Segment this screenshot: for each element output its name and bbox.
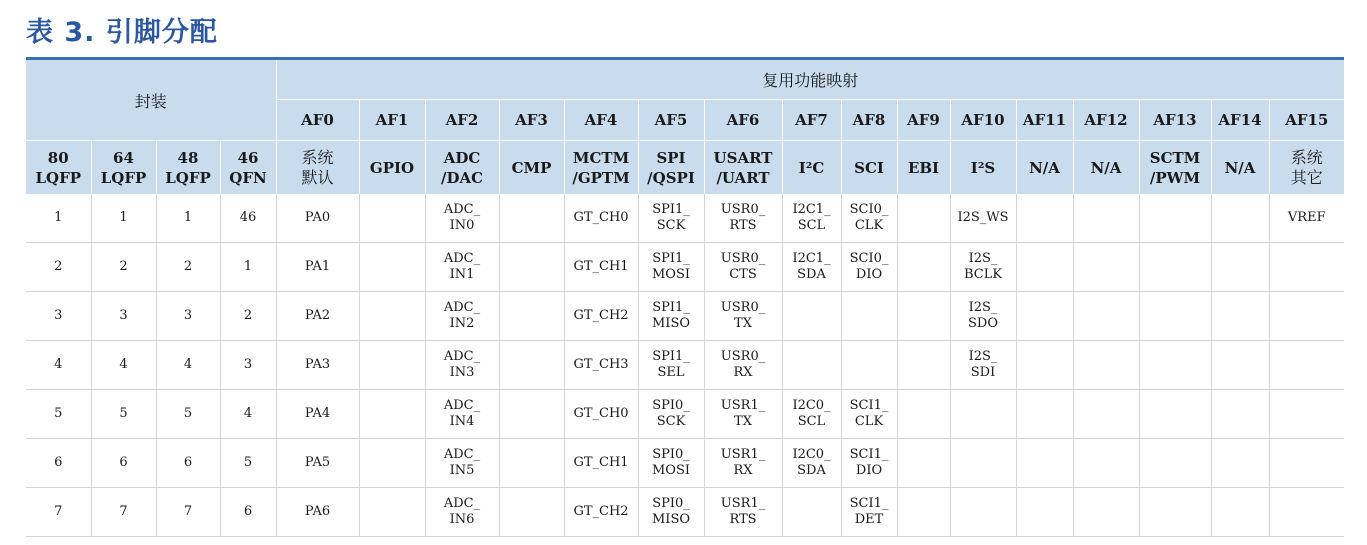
table-cell [1211,292,1269,341]
table-cell [499,439,564,488]
function-column-header: ADC /DAC [425,141,499,195]
table-cell [1211,439,1269,488]
table-cell: 7 [91,488,156,537]
table-cell [499,390,564,439]
table-cell: USR0_ TX [704,292,782,341]
table-cell [897,243,950,292]
table-cell [897,439,950,488]
table-cell [897,390,950,439]
table-cell: 3 [220,341,276,390]
function-column-header: SPI /QSPI [638,141,704,195]
af-column-header: AF9 [897,100,950,141]
table-cell: GT_CH3 [564,341,638,390]
table-cell: ADC_ IN4 [425,390,499,439]
table-cell: 7 [26,488,91,537]
table-cell [1139,292,1211,341]
table-cell [1016,488,1073,537]
table-cell [782,341,841,390]
table-cell: ADC_ IN1 [425,243,499,292]
table-cell: 1 [26,194,91,243]
table-row [26,292,1344,341]
af-column-header: AF10 [950,100,1016,141]
table-cell: ADC_ IN5 [425,439,499,488]
table-cell: I2S_ SDI [950,341,1016,390]
table-cell [841,341,897,390]
table-cell [1016,194,1073,243]
table-cell: PA4 [276,390,359,439]
table-cell: I2C0_ SCL [782,390,841,439]
table-cell: GT_CH2 [564,292,638,341]
table-cell: 2 [91,243,156,292]
table-cell [1211,488,1269,537]
table-cell: SPI1_ MISO [638,292,704,341]
af-column-header: AF0 [276,100,359,141]
table-row [26,194,1344,243]
af-column-header: AF13 [1139,100,1211,141]
table-cell: SPI1_ SCK [638,194,704,243]
table-cell: USR0_ CTS [704,243,782,292]
table-cell: GT_CH0 [564,194,638,243]
table-cell [1211,194,1269,243]
table-cell: 6 [91,439,156,488]
af-column-header: AF6 [704,100,782,141]
table-cell: PA5 [276,439,359,488]
table-cell: I2C1_ SDA [782,243,841,292]
function-column-header: I²S [950,141,1016,195]
table-cell: VREF [1269,194,1344,243]
table-cell: GT_CH1 [564,243,638,292]
table-cell [1139,341,1211,390]
table-cell [1269,488,1344,537]
package-group-header: 封装 [26,59,276,141]
table-cell [841,292,897,341]
table-cell: 3 [156,292,220,341]
pin-assignment-table [26,57,1344,537]
table-cell: SCI1_ DIO [841,439,897,488]
af-column-header: AF5 [638,100,704,141]
af-column-header: AF2 [425,100,499,141]
af-column-header: AF1 [359,100,425,141]
table-cell: 2 [220,292,276,341]
function-column-header: EBI [897,141,950,195]
table-cell: 4 [220,390,276,439]
table-cell: 1 [220,243,276,292]
table-cell [1269,341,1344,390]
table-cell: I2S_ SDO [950,292,1016,341]
package-column-header: 80 LQFP [26,141,91,195]
table-cell [359,194,425,243]
table-cell [1139,439,1211,488]
function-column-header: SCTM /PWM [1139,141,1211,195]
package-column-header: 46 QFN [220,141,276,195]
table-cell [1269,390,1344,439]
function-column-header: USART /UART [704,141,782,195]
table-cell: GT_CH0 [564,390,638,439]
table-cell: PA3 [276,341,359,390]
table-cell: 2 [156,243,220,292]
table-cell [897,488,950,537]
table-cell [897,194,950,243]
table-cell [1211,341,1269,390]
function-column-header: 系统 默认 [276,141,359,195]
table-cell [359,243,425,292]
table-cell: USR1_ RTS [704,488,782,537]
table-cell: SCI1_ DET [841,488,897,537]
table-cell: 4 [156,341,220,390]
table-cell: 46 [220,194,276,243]
table-cell [1016,390,1073,439]
table-cell: I2C1_ SCL [782,194,841,243]
function-column-header: 系统 其它 [1269,141,1344,195]
table-cell: 5 [220,439,276,488]
table-cell [1016,292,1073,341]
function-column-header: N/A [1211,141,1269,195]
table-cell: 5 [91,390,156,439]
table-cell: 3 [91,292,156,341]
af-column-header: AF4 [564,100,638,141]
table-cell [1073,488,1139,537]
table-cell: 5 [26,390,91,439]
table-cell: 4 [91,341,156,390]
table-row [26,243,1344,292]
table-cell: SCI1_ CLK [841,390,897,439]
table-cell: PA1 [276,243,359,292]
table-cell [950,390,1016,439]
function-column-header: SCI [841,141,897,195]
table-cell: USR0_ RX [704,341,782,390]
af-column-header: AF12 [1073,100,1139,141]
table-cell: SCI0_ CLK [841,194,897,243]
table-cell: USR1_ TX [704,390,782,439]
table-cell: GT_CH2 [564,488,638,537]
table-cell: USR0_ RTS [704,194,782,243]
table-row [26,341,1344,390]
function-column-header: I²C [782,141,841,195]
table-cell [1139,390,1211,439]
table-cell [1073,390,1139,439]
table-cell: SPI0_ MISO [638,488,704,537]
package-column-header: 64 LQFP [91,141,156,195]
table-cell [499,292,564,341]
table-cell [499,488,564,537]
table-cell: 7 [156,488,220,537]
table-cell [1073,243,1139,292]
table-cell [499,243,564,292]
table-cell [1269,439,1344,488]
function-column-header: CMP [499,141,564,195]
table-cell [499,194,564,243]
table-cell [359,341,425,390]
package-column-header: 48 LQFP [156,141,220,195]
af-column-header: AF7 [782,100,841,141]
table-row [26,439,1344,488]
function-column-header: MCTM /GPTM [564,141,638,195]
table-cell [1139,243,1211,292]
table-cell: SPI0_ MOSI [638,439,704,488]
af-column-header: AF11 [1016,100,1073,141]
table-cell [1073,292,1139,341]
table-cell: ADC_ IN0 [425,194,499,243]
table-cell [897,341,950,390]
table-cell [359,488,425,537]
table-cell: 1 [91,194,156,243]
table-cell: USR1_ RX [704,439,782,488]
table-cell [1073,341,1139,390]
table-cell [359,390,425,439]
table-cell [1139,488,1211,537]
table-cell: I2C0_ SDA [782,439,841,488]
table-cell: PA0 [276,194,359,243]
table-cell: ADC_ IN2 [425,292,499,341]
table-cell: 2 [26,243,91,292]
table-cell [950,488,1016,537]
table-cell [1016,341,1073,390]
table-cell: 6 [26,439,91,488]
table-cell [782,292,841,341]
function-column-header: GPIO [359,141,425,195]
table-row [26,390,1344,439]
table-cell [359,292,425,341]
table-row [26,488,1344,537]
table-cell: 6 [156,439,220,488]
table-cell [1016,439,1073,488]
table-cell [950,439,1016,488]
table-cell [359,439,425,488]
af-column-header: AF15 [1269,100,1344,141]
table-cell: 3 [26,292,91,341]
table-cell: 5 [156,390,220,439]
af-column-header: AF14 [1211,100,1269,141]
af-column-header: AF3 [499,100,564,141]
table-cell: I2S_WS [950,194,1016,243]
table-cell: 4 [26,341,91,390]
table-cell [1269,292,1344,341]
af-group-header: 复用功能映射 [276,59,1344,100]
table-cell: ADC_ IN3 [425,341,499,390]
table-cell [1269,243,1344,292]
table-cell [782,488,841,537]
af-column-header: AF8 [841,100,897,141]
table-cell: PA2 [276,292,359,341]
table-cell: I2S_ BCLK [950,243,1016,292]
function-column-header: N/A [1016,141,1073,195]
table-cell: SPI1_ MOSI [638,243,704,292]
table-title: 表 3. 引脚分配 [26,17,218,48]
table-cell [1073,194,1139,243]
function-column-header: N/A [1073,141,1139,195]
table-cell: SPI1_ SEL [638,341,704,390]
table-cell: ADC_ IN6 [425,488,499,537]
table-cell [1073,439,1139,488]
table-cell [1211,243,1269,292]
table-cell: 1 [156,194,220,243]
table-cell: SPI0_ SCK [638,390,704,439]
table-cell [1016,243,1073,292]
table-cell [897,292,950,341]
table-cell: SCI0_ DIO [841,243,897,292]
table-cell: GT_CH1 [564,439,638,488]
table-cell [1139,194,1211,243]
table-cell: PA6 [276,488,359,537]
table-cell [1211,390,1269,439]
table-cell [499,341,564,390]
table-cell: 6 [220,488,276,537]
